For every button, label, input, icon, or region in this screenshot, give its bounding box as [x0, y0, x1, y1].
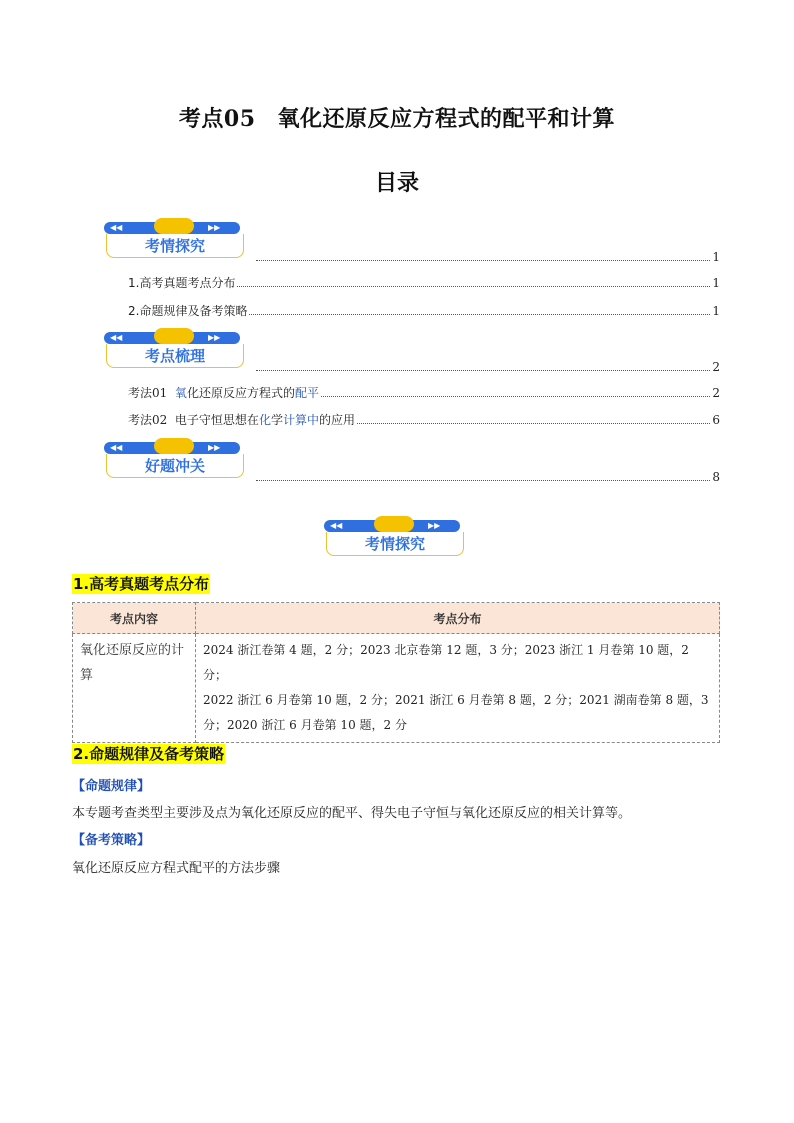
toc-leader	[321, 395, 710, 397]
banner-kaodian	[104, 332, 248, 372]
strategy-label: 【备考策略】	[72, 833, 151, 848]
arrow-right-icon: ▶▶	[428, 521, 441, 530]
toc-entry-text: 考法02 电子守恒思想在化学计算中的应用	[128, 413, 356, 427]
table-header-row	[73, 603, 720, 634]
toc-entry-kaoqing[interactable]	[254, 250, 720, 264]
banner-label: 考情探究	[144, 237, 205, 255]
toc-entry-text: 2.命题规律及备考策略	[128, 304, 248, 318]
toc-page-number: 1	[712, 250, 720, 264]
table-cell-distribution	[196, 634, 720, 743]
banner-label: 考点梳理	[144, 347, 205, 365]
exam-distribution-table	[72, 602, 720, 743]
banner-section-kaoqing	[324, 520, 468, 560]
toc-title: 目录	[374, 171, 419, 196]
toc-leader	[249, 313, 710, 315]
banner-label: 好题冲关	[144, 457, 205, 475]
toc-leader	[357, 422, 710, 424]
arrow-right-icon: ▶▶	[208, 443, 221, 452]
toc-page-number: 6	[712, 413, 720, 427]
rule-label: 【命题规律】	[72, 779, 151, 794]
toc-page-number: 2	[712, 386, 720, 400]
toc-entry-kaodian[interactable]	[254, 360, 720, 374]
toc-page-number: 2	[712, 360, 720, 374]
banner-haoti	[104, 442, 248, 482]
table-cell-topic: 氧化还原反应的计算	[73, 634, 196, 743]
strategy-text: 氧化还原反应方程式配平的方法步骤	[72, 861, 281, 876]
page-title	[0, 102, 794, 133]
table-header-cell: 考点分布	[196, 603, 720, 634]
banner-kaoqing	[104, 222, 248, 262]
toc-entry-haoti[interactable]	[254, 470, 720, 484]
toc-entry-text: 1.高考真题考点分布	[128, 276, 236, 290]
arrow-left-icon: ◀◀	[330, 521, 343, 530]
toc-entry-text: 考法01 氧化还原反应方程式的配平	[128, 386, 319, 400]
arrow-left-icon: ◀◀	[110, 223, 123, 232]
toc-page-number: 8	[712, 470, 720, 484]
banner-label: 考情探究	[364, 535, 425, 553]
title-code: 考点05	[178, 106, 256, 132]
section-heading-mingti: 2.命题规律及备考策略	[73, 745, 225, 763]
toc-page-number: 1	[712, 304, 720, 318]
toc-leader	[237, 285, 710, 287]
title-text: 氧化还原反应方程式的配平和计算	[277, 107, 616, 132]
arrow-left-icon: ◀◀	[110, 333, 123, 342]
rule-text: 本专题考查类型主要涉及点为氧化还原反应的配平、得失电子守恒与氧化还原反应的相关计算等。	[72, 806, 632, 821]
toc-leader	[256, 369, 710, 371]
banner-pill	[154, 438, 194, 454]
arrow-right-icon: ▶▶	[208, 223, 221, 232]
toc-entry-kaofa01[interactable]	[128, 386, 720, 400]
toc-leader	[256, 259, 710, 261]
toc-leader	[256, 479, 710, 481]
toc-entry-mingti[interactable]	[128, 304, 720, 318]
distribution-line: 2024 浙江卷第 4 题，2 分；2023 北京卷第 12 题，3 分；2023 浙江 1 月卷第 10 题，2 分；	[203, 643, 689, 682]
banner-pill	[154, 328, 194, 344]
section-heading-gaokao: 1.高考真题考点分布	[73, 575, 210, 593]
arrow-right-icon: ▶▶	[208, 333, 221, 342]
banner-pill	[374, 516, 414, 532]
table-row	[73, 634, 720, 743]
distribution-line: 2022 浙江 6 月卷第 10 题，2 分；2021 浙江 6 月卷第 8 题，2 分；2021 湖南卷第 8 题，3 分；2020 浙江 6 月卷第 10 题，2 分	[203, 693, 709, 732]
toc-page-number: 1	[712, 276, 720, 290]
table-header-cell: 考点内容	[73, 603, 196, 634]
banner-pill	[154, 218, 194, 234]
toc-entry-gaokao[interactable]	[128, 276, 720, 290]
arrow-left-icon: ◀◀	[110, 443, 123, 452]
toc-entry-kaofa02[interactable]	[128, 413, 720, 427]
